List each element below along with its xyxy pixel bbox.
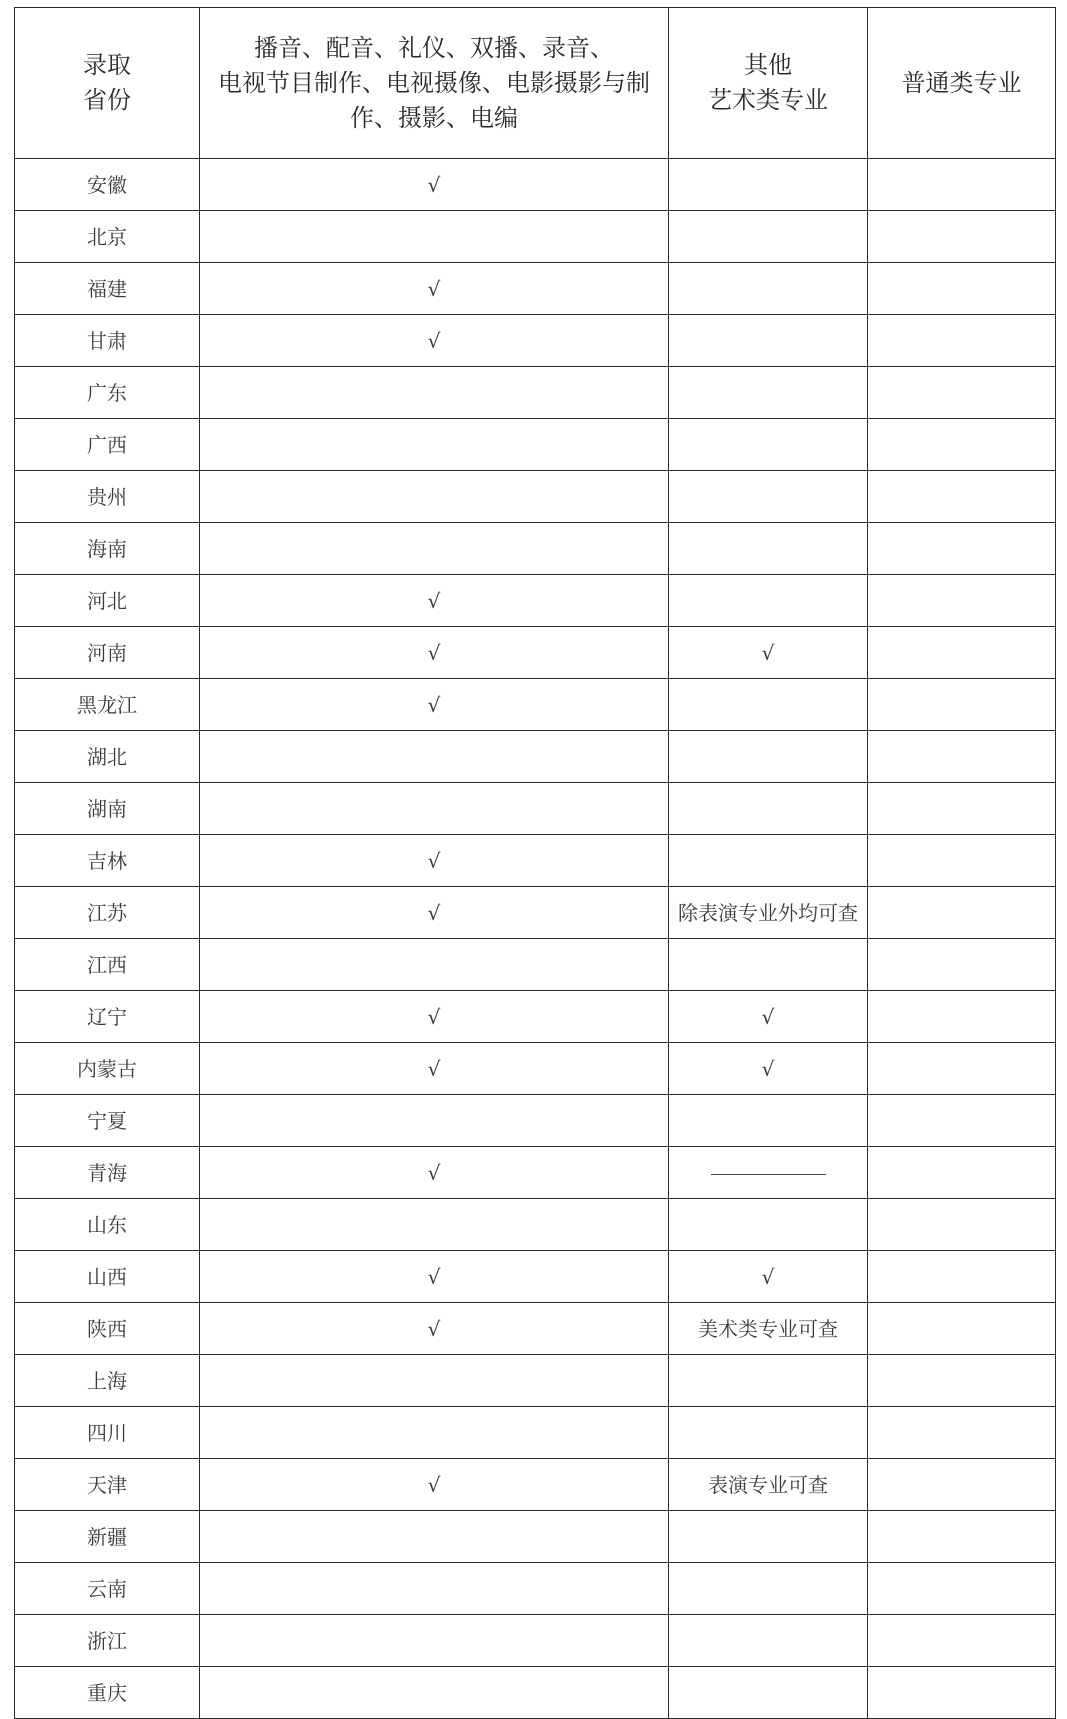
table-row bbox=[15, 263, 1056, 315]
cell-broadcast bbox=[200, 1615, 669, 1667]
table-row bbox=[15, 1303, 1056, 1355]
table-row bbox=[15, 159, 1056, 211]
header-province bbox=[15, 8, 200, 159]
cell-province: 湖南 bbox=[15, 783, 200, 835]
cell-other-art bbox=[669, 367, 868, 419]
cell-province: 河北 bbox=[15, 575, 200, 627]
cell-general bbox=[868, 211, 1056, 263]
cell-broadcast bbox=[200, 211, 669, 263]
cell-province: 辽宁 bbox=[15, 991, 200, 1043]
cell-broadcast bbox=[200, 1095, 669, 1147]
table-row bbox=[15, 315, 1056, 367]
cell-broadcast: √ bbox=[200, 1147, 669, 1199]
cell-other-art bbox=[669, 419, 868, 471]
cell-province: 广东 bbox=[15, 367, 200, 419]
cell-province: 新疆 bbox=[15, 1511, 200, 1563]
cell-general bbox=[868, 523, 1056, 575]
cell-general bbox=[868, 1147, 1056, 1199]
header-other-art-majors bbox=[669, 8, 868, 159]
table-header-row bbox=[15, 8, 1056, 159]
cell-province: 安徽 bbox=[15, 159, 200, 211]
cell-broadcast: √ bbox=[200, 575, 669, 627]
cell-province: 上海 bbox=[15, 1355, 200, 1407]
cell-province: 山西 bbox=[15, 1251, 200, 1303]
cell-province: 宁夏 bbox=[15, 1095, 200, 1147]
cell-province: 天津 bbox=[15, 1459, 200, 1511]
cell-broadcast bbox=[200, 1667, 669, 1719]
cell-general bbox=[868, 1615, 1056, 1667]
table-row bbox=[15, 1199, 1056, 1251]
cell-broadcast: √ bbox=[200, 1303, 669, 1355]
cell-province: 甘肃 bbox=[15, 315, 200, 367]
table-row bbox=[15, 1043, 1056, 1095]
cell-broadcast: √ bbox=[200, 991, 669, 1043]
table-row bbox=[15, 1615, 1056, 1667]
cell-other-art bbox=[669, 575, 868, 627]
cell-broadcast bbox=[200, 367, 669, 419]
cell-broadcast bbox=[200, 1511, 669, 1563]
header-other-art-line: 其他 bbox=[744, 51, 792, 79]
cell-other-art bbox=[669, 1667, 868, 1719]
cell-general bbox=[868, 835, 1056, 887]
cell-other-art bbox=[669, 731, 868, 783]
cell-other-art bbox=[669, 159, 868, 211]
cell-province: 江西 bbox=[15, 939, 200, 991]
cell-other-art bbox=[669, 835, 868, 887]
table-row bbox=[15, 367, 1056, 419]
cell-other-art bbox=[669, 263, 868, 315]
cell-broadcast: √ bbox=[200, 887, 669, 939]
header-province-line: 录取 bbox=[83, 51, 131, 79]
cell-other-art bbox=[669, 939, 868, 991]
table-row bbox=[15, 783, 1056, 835]
cell-province: 重庆 bbox=[15, 1667, 200, 1719]
cell-province: 广西 bbox=[15, 419, 200, 471]
cell-other-art bbox=[669, 471, 868, 523]
cell-other-art: √ bbox=[669, 991, 868, 1043]
cell-general bbox=[868, 1043, 1056, 1095]
cell-general bbox=[868, 1511, 1056, 1563]
table-row bbox=[15, 575, 1056, 627]
cell-general bbox=[868, 1563, 1056, 1615]
table-row bbox=[15, 887, 1056, 939]
cell-broadcast bbox=[200, 731, 669, 783]
table-row bbox=[15, 991, 1056, 1043]
cell-province: 海南 bbox=[15, 523, 200, 575]
cell-general bbox=[868, 783, 1056, 835]
cell-other-art bbox=[669, 1199, 868, 1251]
table-row bbox=[15, 1407, 1056, 1459]
cell-broadcast: √ bbox=[200, 263, 669, 315]
cell-broadcast: √ bbox=[200, 1251, 669, 1303]
cell-general bbox=[868, 1251, 1056, 1303]
admission-query-table-container bbox=[14, 7, 1056, 1719]
cell-general bbox=[868, 1407, 1056, 1459]
cell-province: 北京 bbox=[15, 211, 200, 263]
table-row bbox=[15, 419, 1056, 471]
cell-general bbox=[868, 991, 1056, 1043]
cell-province: 山东 bbox=[15, 1199, 200, 1251]
table-row bbox=[15, 1147, 1056, 1199]
header-broadcast-line: 播音、配音、礼仪、双播、录音、 bbox=[254, 33, 614, 62]
cell-general bbox=[868, 1667, 1056, 1719]
cell-province: 黑龙江 bbox=[15, 679, 200, 731]
cell-province: 青海 bbox=[15, 1147, 200, 1199]
cell-other-art: √ bbox=[669, 1043, 868, 1095]
cell-other-art bbox=[669, 1095, 868, 1147]
cell-province: 贵州 bbox=[15, 471, 200, 523]
cell-other-art: 美术类专业可查 bbox=[669, 1303, 868, 1355]
cell-other-art: √ bbox=[669, 627, 868, 679]
cell-province: 河南 bbox=[15, 627, 200, 679]
table-row bbox=[15, 523, 1056, 575]
cell-broadcast: √ bbox=[200, 679, 669, 731]
cell-province: 云南 bbox=[15, 1563, 200, 1615]
cell-general bbox=[868, 575, 1056, 627]
table-row bbox=[15, 731, 1056, 783]
table-row bbox=[15, 1095, 1056, 1147]
header-broadcast-line: 作、摄影、电编 bbox=[350, 103, 518, 132]
table-body bbox=[15, 159, 1056, 1719]
dash-line bbox=[711, 1174, 826, 1175]
table-row bbox=[15, 1355, 1056, 1407]
cell-other-art bbox=[669, 679, 868, 731]
cell-other-art bbox=[669, 1615, 868, 1667]
table-row bbox=[15, 1563, 1056, 1615]
cell-general bbox=[868, 315, 1056, 367]
cell-province: 吉林 bbox=[15, 835, 200, 887]
table-row bbox=[15, 1459, 1056, 1511]
cell-general bbox=[868, 471, 1056, 523]
cell-broadcast: √ bbox=[200, 835, 669, 887]
table-row bbox=[15, 679, 1056, 731]
cell-province: 四川 bbox=[15, 1407, 200, 1459]
cell-general bbox=[868, 731, 1056, 783]
cell-general bbox=[868, 887, 1056, 939]
cell-broadcast: √ bbox=[200, 1043, 669, 1095]
cell-broadcast bbox=[200, 939, 669, 991]
table-row bbox=[15, 1667, 1056, 1719]
cell-general bbox=[868, 419, 1056, 471]
cell-province: 陕西 bbox=[15, 1303, 200, 1355]
cell-general bbox=[868, 159, 1056, 211]
cell-general bbox=[868, 1303, 1056, 1355]
cell-other-art bbox=[669, 1563, 868, 1615]
cell-broadcast: √ bbox=[200, 315, 669, 367]
cell-broadcast: √ bbox=[200, 1459, 669, 1511]
cell-other-art bbox=[669, 211, 868, 263]
cell-other-art bbox=[669, 523, 868, 575]
cell-other-art bbox=[669, 1147, 868, 1199]
header-broadcast-majors bbox=[200, 8, 669, 159]
cell-general bbox=[868, 939, 1056, 991]
cell-broadcast bbox=[200, 1355, 669, 1407]
admission-query-table bbox=[14, 7, 1056, 1719]
cell-general bbox=[868, 1459, 1056, 1511]
cell-broadcast: √ bbox=[200, 159, 669, 211]
cell-province: 福建 bbox=[15, 263, 200, 315]
cell-other-art bbox=[669, 783, 868, 835]
cell-broadcast bbox=[200, 1407, 669, 1459]
cell-other-art bbox=[669, 1407, 868, 1459]
cell-broadcast bbox=[200, 471, 669, 523]
cell-general bbox=[868, 367, 1056, 419]
cell-broadcast bbox=[200, 523, 669, 575]
cell-general bbox=[868, 263, 1056, 315]
table-row bbox=[15, 471, 1056, 523]
cell-other-art bbox=[669, 315, 868, 367]
cell-general bbox=[868, 1095, 1056, 1147]
cell-other-art: √ bbox=[669, 1251, 868, 1303]
cell-province: 内蒙古 bbox=[15, 1043, 200, 1095]
cell-general bbox=[868, 627, 1056, 679]
cell-broadcast bbox=[200, 783, 669, 835]
table-row bbox=[15, 211, 1056, 263]
cell-province: 江苏 bbox=[15, 887, 200, 939]
cell-general bbox=[868, 1355, 1056, 1407]
cell-other-art: 除表演专业外均可查 bbox=[669, 887, 868, 939]
cell-broadcast bbox=[200, 1199, 669, 1251]
cell-general bbox=[868, 1199, 1056, 1251]
header-other-art-line: 艺术类专业 bbox=[708, 86, 828, 114]
cell-province: 湖北 bbox=[15, 731, 200, 783]
header-province-line: 省份 bbox=[83, 86, 131, 114]
cell-other-art bbox=[669, 1511, 868, 1563]
table-row bbox=[15, 627, 1056, 679]
header-general-majors: 普通类专业 bbox=[868, 8, 1056, 159]
cell-province: 浙江 bbox=[15, 1615, 200, 1667]
header-broadcast-line: 电视节目制作、电视摄像、电影摄影与制 bbox=[218, 68, 650, 97]
cell-broadcast: √ bbox=[200, 627, 669, 679]
cell-broadcast bbox=[200, 419, 669, 471]
cell-other-art bbox=[669, 1355, 868, 1407]
cell-general bbox=[868, 679, 1056, 731]
table-row bbox=[15, 939, 1056, 991]
cell-broadcast bbox=[200, 1563, 669, 1615]
cell-other-art: 表演专业可查 bbox=[669, 1459, 868, 1511]
table-row bbox=[15, 1251, 1056, 1303]
table-row bbox=[15, 835, 1056, 887]
table-row bbox=[15, 1511, 1056, 1563]
